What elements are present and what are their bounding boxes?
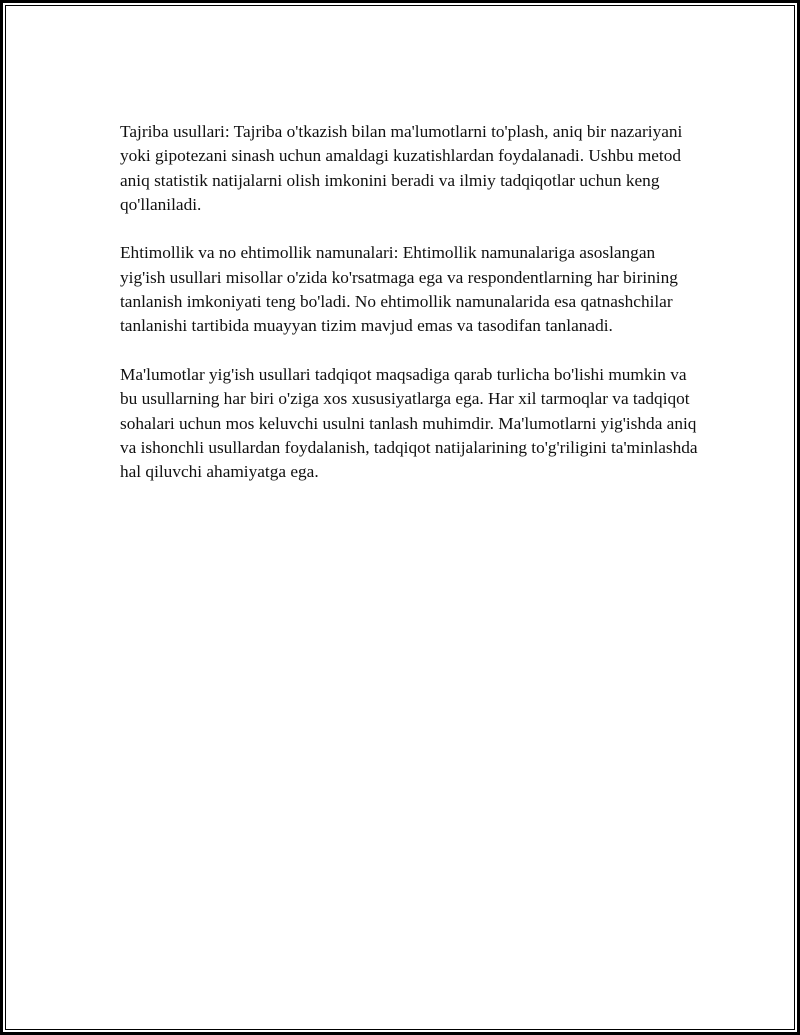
- paragraph-experiment-methods: Tajriba usullari: Tajriba o'tkazish bilan ma'lumotlarni to'plash, aniq bir nazariyani yoki gipotezani sinash uchun amaldagi kuzatishlardan foydalanadi. Ushbu metod aniq statistik natijalarni olish imkonini beradi va ilmiy tadqiqotlar uchun keng qo'llaniladi.: [120, 122, 683, 214]
- paragraph-probability-sampling: Ehtimollik va no ehtimollik namunalari: Ehtimollik namunalariga asoslangan yig'ish usullari misollar o'zida ko'rsatmaga ega va respondentlarning har birining tanlanish imkoniyati teng bo'ladi. No ehtimollik namunalarida esa qatnashchilar tanlanishi tartibida muayyan tizim mavjud emas va tasodifan tanlanadi.: [120, 243, 678, 336]
- paragraph-data-collection-summary: Ma'lumotlar yig'ish usullari tadqiqot maqsadiga qarab turlicha bo'lishi mumkin va bu usullarning har biri o'ziga xos xususiyatlarga ega. Har xil tarmoqlar va tadqiqot sohalari uchun mos keluvchi usulni tanlash muhimdir. Ma'lumotlarni yig'ishda aniq va ishonchli usullardan foydalanish, tadqiqot natijalarining to'g'riligini ta'minlashda hal qiluvchi ahamiyatga ega.: [120, 364, 698, 482]
- document-body: [120, 120, 700, 509]
